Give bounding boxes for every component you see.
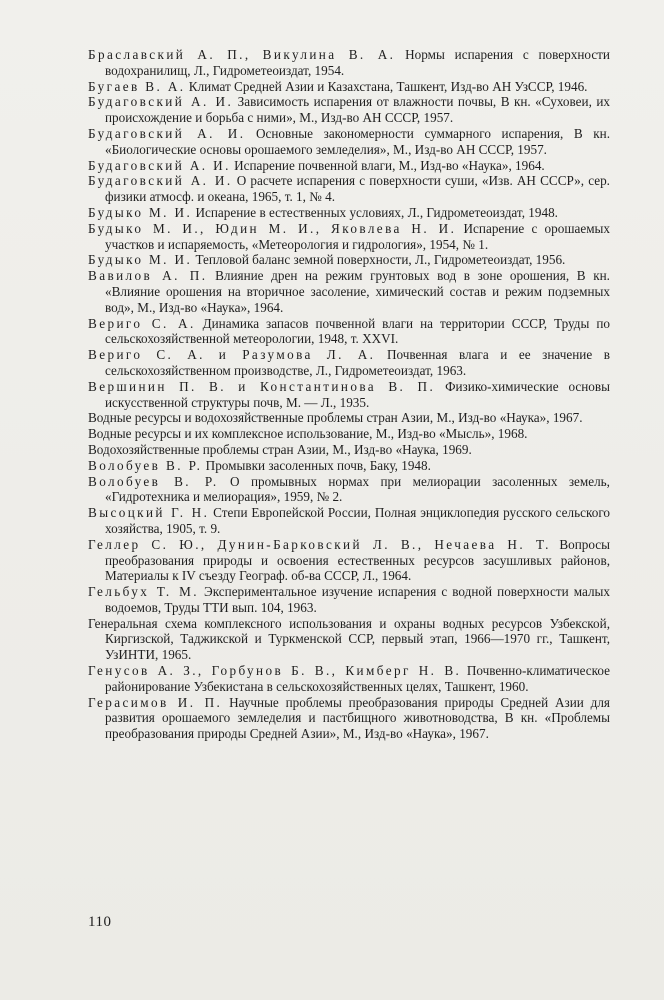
- reference-entry: [88, 663, 610, 695]
- reference-entry: [88, 205, 610, 221]
- reference-text: Испарение в естественных условиях, Л., Гидрометеоиздат, 1948.: [192, 204, 558, 220]
- reference-text: Испарение почвенной влаги, М., Изд-во «Наука», 1964.: [230, 157, 545, 173]
- reference-entry: [88, 173, 610, 205]
- reference-text: Динамика запасов почвенной влаги на территории СССР, Труды по сельскохозяйственной метеорологии, 1948, т. XXVI.: [105, 315, 610, 347]
- reference-text: О расчете испарения с поверхности суши, «Изв. АН СССР», сер. физики атмосф. и океана, 1965, т. 1, № 4.: [105, 173, 610, 205]
- reference-text: Зависимость испарения от влажности почвы, В кн. «Суховеи, их происхождение и борьба с ними», М., Изд-во АН СССР, 1957.: [105, 94, 610, 126]
- reference-entry: [88, 474, 610, 506]
- reference-text: Тепловой баланс земной поверхности, Л., Гидрометеоиздат, 1956.: [192, 252, 566, 268]
- reference-author: Вериго С. А. и Разумова Л. А.: [88, 347, 376, 363]
- bibliography-list: [88, 47, 610, 742]
- reference-entry: [88, 505, 610, 537]
- reference-text: Вопросы преобразования природы и освоения естественных ресурсов засушливых районов, Материалы к IV съезду Географ. об-ва СССР, Л., 1964.: [105, 536, 610, 584]
- reference-text: Влияние дрен на режим грунтовых вод в зоне орошения, В кн. «Влияние орошения на вторичное засоление, химический состав и режим подземных вод», М., Изд-во «Наука», 1964.: [105, 268, 610, 315]
- reference-text: Нормы испарения с поверхности водохранилищ, Л., Гидрометеоиздат, 1954.: [105, 47, 610, 78]
- reference-author: Волобуев В. Р.: [88, 473, 219, 489]
- reference-text: Генеральная схема комплексного использования и охраны водных ресурсов Узбекской, Киргизской, Таджикской и Туркменской ССР, первый этап, 1966—1970 гг., Ташкент, УзИНТИ, 1965.: [88, 615, 610, 663]
- reference-text: Климат Средней Азии и Казахстана, Ташкент, Изд-во АН УзССР, 1946.: [185, 78, 588, 94]
- reference-text: Почвенная влага и ее значение в сельскохозяйственном производстве, Л., Гидрометеоиздат, 1963.: [105, 347, 610, 378]
- reference-entry: [88, 126, 610, 158]
- reference-text: Основные закономерности суммарного испарения, В кн. «Биологические основы орошаемого земледелия», М., Изд-во АН СССР, 1957.: [105, 125, 610, 157]
- reference-entry: [88, 47, 610, 79]
- reference-author: Будыко М. И., Юдин М. И., Яковлева Н. И.: [88, 220, 457, 236]
- reference-entry: [88, 458, 610, 474]
- reference-author: Геллер С. Ю., Дунин-Барковский Л. В., Нечаева Н. Т.: [88, 536, 551, 552]
- reference-entry: [88, 442, 610, 458]
- reference-author: Браславский А. П., Викулина В. А.: [88, 47, 396, 62]
- reference-author: Бугаев В. А.: [88, 78, 186, 94]
- reference-text: Водные ресурсы и водохозяйственные проблемы стран Азии, М., Изд-во «Наука», 1967.: [88, 410, 583, 426]
- reference-text: О промывных нормах при мелиорации засоленных земель, «Гидротехника и мелиорация», 1959, № 2.: [105, 473, 610, 505]
- reference-author: Герасимов И. П.: [88, 694, 223, 710]
- reference-text: Научные проблемы преобразования природы Средней Азии для развития орошаемого земледелия и пастбищного животноводства, В кн. «Проблемы преобразования природы Средней Азии», М., Изд-во «Наука», 1967.: [105, 694, 611, 742]
- reference-entry: [88, 410, 610, 426]
- reference-entry: [88, 426, 610, 442]
- reference-author: Гельбух Т. М.: [88, 584, 199, 600]
- reference-author: Вериго С. А.: [88, 315, 196, 331]
- reference-entry: [88, 379, 610, 411]
- reference-author: Будаговский А. И.: [88, 94, 234, 110]
- page-number: 110: [88, 914, 112, 930]
- reference-entry: [88, 268, 610, 315]
- reference-entry: [88, 347, 610, 379]
- reference-entry: [88, 584, 610, 616]
- reference-text: Водные ресурсы и их комплексное использование, М., Изд-во «Мысль», 1968.: [88, 426, 528, 442]
- reference-entry: [88, 616, 610, 663]
- reference-author: Будаговский А. И.: [88, 125, 246, 141]
- reference-entry: [88, 79, 610, 95]
- reference-author: Будыко М. И.: [88, 252, 193, 268]
- reference-author: Будыко М. И.: [88, 204, 193, 220]
- reference-entry: [88, 695, 610, 742]
- reference-text: Физико-химические основы искусственной структуры почв, М. — Л., 1935.: [105, 378, 610, 410]
- reference-author: Волобуев В. Р.: [88, 457, 203, 473]
- reference-author: Вавилов А. П.: [88, 268, 208, 284]
- reference-author: Будаговский А. И.: [88, 157, 231, 173]
- reference-text: Промывки засоленных почв, Баку, 1948.: [202, 457, 431, 473]
- reference-entry: [88, 252, 610, 268]
- reference-entry: [88, 158, 610, 174]
- reference-text: Почвенно-климатическое районирование Узбекистана в сельскохозяйственных целях, Ташкент, 1960.: [105, 663, 610, 694]
- reference-text: Степи Европейской России, Полная энциклопедия русского сельского хозяйства, 1905, т. 9.: [105, 505, 610, 536]
- reference-entry: [88, 537, 610, 584]
- reference-author: Генусов А. З., Горбунов Б. В., Кимберг Н. В.: [88, 663, 462, 679]
- reference-entry: [88, 316, 610, 348]
- reference-entry: [88, 221, 610, 253]
- reference-text: Водохозяйственные проблемы стран Азии, М., Изд-во «Наука, 1969.: [88, 441, 472, 457]
- reference-entry: [88, 94, 610, 126]
- reference-author: Вершинин П. В. и Константинова В. П.: [88, 378, 436, 394]
- reference-text: Экспериментальное изучение испарения с водной поверхности малых водоемов, Труды ТТИ вып. 104, 1963.: [105, 584, 610, 615]
- reference-author: Будаговский А. И.: [88, 173, 233, 189]
- reference-text: Испарение с орошаемых участков и испаряемость, «Метеорология и гидрология», 1954, № 1.: [105, 220, 611, 252]
- reference-author: Высоцкий Г. Н.: [88, 505, 210, 521]
